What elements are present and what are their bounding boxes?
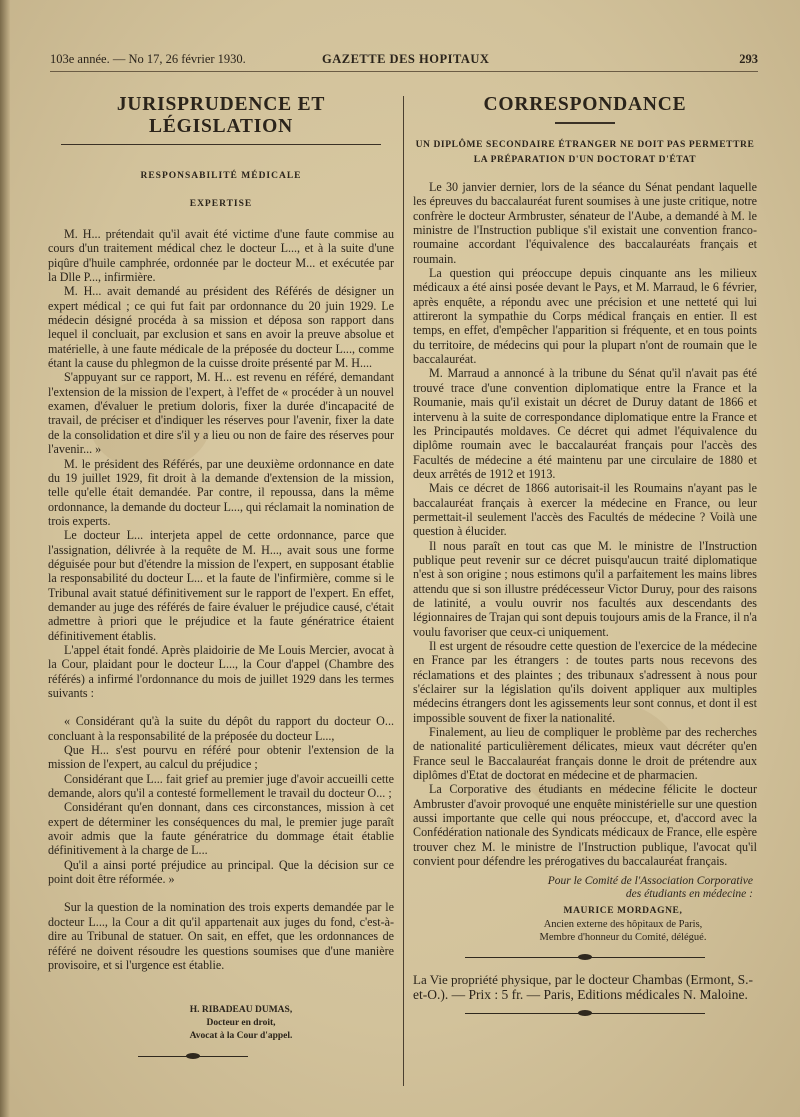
paragraph: La Corporative des étudiants en médecine félicite le docteur Ambruster d'avoir provoqué une enquête ministérielle sur une question aussi importante que celle qui nous préoccupe, et, d'accord avec la Confédération nationale des Syndicats médicaux de France, elle espère trouver chez M. le ministre de l'Instruction publique, l'avocat qu'il convient pour défendre les prérogatives du baccalauréat français. [413,782,757,869]
right-column [413,82,757,1016]
paragraph: Le docteur L... interjeta appel de cette ordonnance, parce que l'assignation, délivrée à la requête de M. H..., avait sous une forme déguisée pour but d'étendre la mission de l'expert, en supposant établie la responsabilité du docteur L... et la faute de l'infirmière, comme si le Tribunal avait statué définitivement sur le rapport de l'expert. En effet, demander au juge des référés de faire évaluer le préjudice causé, c'était admettre à priori que le préjudice et la faute génératrice étaient définitivement établis. [48,528,394,643]
title-rule [555,122,615,124]
paragraph: L'appel était fondé. Après plaidoirie de Me Louis Mercier, avocat à la Cour, plaidant pour le docteur L..., la Cour d'appel (Chambre des référés) a infirmé l'ordonnance du mois de juillet 1929 dans les termes suivants : [48,642,394,700]
book-note [413,972,757,1002]
paragraph: Sur la question de la nomination des trois experts demandée par le docteur L..., la Cour a dit qu'il appartenait aux juges du fond, c'est-à-dire au Tribunal de statuer. On sait, en effet, que les ordonnances de référé ne doivent résoudre les questions soumises que d'une manière provisoire, et si l'urgence est établie. [48,900,394,972]
paragraph: Il nous paraît en tout cas que M. le ministre de l'Instruction publique peut revenir sur ce décret puisqu'aucun traité diplomatique n'est à son origine ; nous estimons qu'il a parfaitement les mains libres attendu que si son illustre prédécesseur Victor Duruy, pour des raisons de latinité, a voulu ouvrir nos facultés aux descendants des légionnaires de Trajan qui sont depuis toujours amis de la France, il n'a voulu favoriser que ceux-ci uniquement. [413,538,757,639]
paragraph: Il est urgent de résoudre cette question de l'exercice de la médecine en France par les étrangers : de toutes parts nous recevons des réclamations et des plaintes ; des tribunaux s'adressent à nous pour s'éclairer sur la législation qu'ils doivent appliquer aux multiples médecins étrangers dont les agissements leur sont connus, et dont il est impossible souvent de fixer la nationalité. [413,639,757,725]
paragraph: Considérant qu'en donnant, dans ces circonstances, mission à cet expert de déterminer les conséquences du mal, le premier juge paraît avoir admis que la faute génératrice du dommage était établie définitivement à la charge de L... [48,800,394,858]
ornament-divider [138,1053,248,1059]
paragraph: Considérant que L... fait grief au premier juge d'avoir accueilli cette demande, alors qu'il a contesté formellement le travail du docteur O... ; [48,771,394,801]
signature-line: Pour le Comité de l'Association Corporative [547,874,753,887]
paragraph: La question qui préoccupe depuis cinquante ans les milieux médicaux a été ainsi posée devant le Pays, et M. Marraud, le 6 février, après enquête, a répondu avec une précision et une netteté qui lui attireront la sympathie du Corps médical français en entier. Il est temps, en effet, d'empêcher l'apparition si fréquente, et en tous points du territoire, de médecins qui pour la plupart n'ont de roumain que le baccalauréat. [413,266,757,367]
header-rule [50,71,758,72]
paragraph: Le 30 janvier dernier, lors de la séance du Sénat pendant laquelle les épreuves du baccalauréat furent soumises à une juste critique, notre confrère le docteur Armbruster, sénateur de l'Aube, a demandé à M. le ministre de l'Instruction publique s'il existait une convention franco-roumaine accordant l'équivalence des baccalauréats français et roumain. [413,180,757,266]
paragraph: M. H... avait demandé au président des Référés de désigner un expert médical ; ce qui fut fait par ordonnance du 20 juin 1929. Le médecin désigné procéda à sa mission et déposa son rapport dans lequel il concluait, par exclusion et sans en avoir la preuve absolue et matérielle, à une faute médicale de la préposée du docteur L..., comme étant la cause du phlegmon de la cuisse droite présenté par M. H.... [48,284,394,371]
section-title-correspondance: CORRESPONDANCE [483,94,687,115]
paragraph: Qu'il a ainsi porté préjudice au principal. Que la décision sur ce point doit être réformée. » [48,857,394,887]
book-title: La Vie propriété physique, [413,971,552,987]
paragraph: Que H... s'est pourvu en référé pour obtenir l'extension de la mission de l'expert, au calcul du préjudice ; [48,743,394,772]
article-body [48,227,394,972]
book-details: par le docteur Chambas (Ermont, S.-et-O.). — Prix : 5 fr. — Paris, Editions médicales N. Maloine. [413,971,754,1002]
issue-info: 103e année. — No 17, 26 février 1930. [50,52,246,66]
paragraph: Mais ce décret de 1866 autorisait-il les Roumains n'ayant pas le baccalauréat français à exercer la médecine en France, ou leur permettait-il seulement l'accès des Facultés de médecine ? Voilà une question à élucider. [413,481,757,539]
author-signature [413,875,757,944]
article-subhead: UN DIPLÔME SECONDAIRE ÉTRANGER NE DOIT PAS PERMETTRE LA PRÉPARATION D'UN DOCTORAT D'ÉTAT [415,140,755,165]
page-number: 293 [739,52,758,66]
paragraph: M. Marraud a annoncé à la tribune du Sénat qu'il n'avait pas été trouvé trace d'une convention diplomatique entre la France et la Roumanie, mais qu'il existait un décret de Duruy datant de 1866 et intervenu à la suite de correspondance diplomatique entre la France et les Principautés moldaves. Ce décret qui admet l'équivalence du diplôme roumain avec le baccalauréat français pour l'accès des Facultés de médecine a été maintenu par une circulaire de 1880 et deux arrêtés de 1912 et 1913. [413,366,757,481]
signature-line: des étudiants en médecine : [625,887,753,900]
paragraph: S'appuyant sur ce rapport, M. H... est revenu en référé, demandant l'extension de la mission de l'expert, à l'effet de « procéder à un nouvel examen, d'évaluer le pretium doloris, fixer la durée d'incapacité de travail, de préciser et d'indiquer les réserves pour l'avenir, fixer la date de la consolidation et dire s'il y a lieu ou non de faire des réserves pour l'avenir... » [48,370,394,457]
author-detail: Ancien externe des hôpitaux de Paris, [543,918,703,930]
ornament-divider [465,954,705,960]
paragraph: Finalement, au lieu de compliquer le problème par des recherches de nationalité particulièrement délicates, mieux vaut décréter qu'en France seul le Baccalauréat français donne le droit de prétendre aux diplômes d'Etat de doctorat en médecine et de pharmacien. [413,725,757,783]
author-title: Docteur en droit, [206,1018,276,1029]
author-name: H. RIBADEAU DUMAS, [189,1005,293,1016]
paragraph: M. le président des Référés, par une deuxième ordonnance en date du 19 juillet 1929, fit droit à la demande d'extension de la mission, telle qu'elle était demandée. Par contre, il repoussa, dans la même ordonnance, la demande du docteur L..., qui réclamait la nomination de trois experts. [48,456,394,528]
section-title-jurisprudence: JURISPRUDENCE ET LÉGISLATION [116,94,326,137]
left-column [48,82,394,1059]
author-name: MAURICE MORDAGNE, [563,905,683,916]
paragraph: M. H... prétendait qu'il avait été victime d'une faute commise au cours d'un traitement médical chez le docteur L..., et à la suite d'une piqûre d'huile camphrée, ordonnée par le docteur M... et exécutée par la Dlle P..., infirmière. [48,227,394,285]
article-body [413,180,757,869]
running-header [50,52,758,72]
author-signature [88,1004,394,1043]
column-separator [403,96,404,1086]
author-detail: Membre d'honneur du Comité, délégué. [539,931,707,943]
journal-title: GAZETTE DES HOPITAUX [322,52,490,66]
article-subhead: RESPONSABILITÉ MÉDICALE [140,171,302,181]
author-affiliation: Avocat à la Cour d'appel. [189,1031,293,1042]
article-subhead-2: EXPERTISE [189,199,253,209]
page-binding-edge [0,0,10,1117]
title-rule [61,144,381,145]
ornament-divider [465,1010,705,1016]
paragraph: « Considérant qu'à la suite du dépôt du rapport du docteur O... concluant à la responsabilité de la préposée du docteur L..., [48,714,394,743]
